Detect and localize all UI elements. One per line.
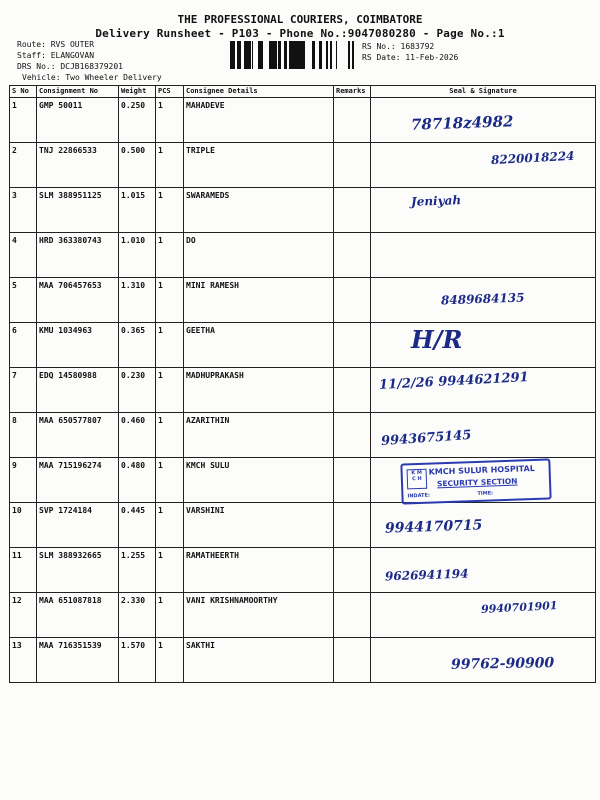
cell-remarks — [334, 143, 371, 188]
col-consignee: Consignee Details — [184, 86, 334, 98]
cell-consignee: VARSHINI — [184, 503, 334, 548]
barcode-bar — [303, 41, 305, 69]
barcode-bar — [331, 41, 332, 69]
cell-sno: 12 — [10, 593, 37, 638]
cell-consignee: GEETHA — [184, 323, 334, 368]
barcode-bar — [353, 41, 354, 69]
cell-weight: 1.015 — [119, 188, 156, 233]
cell-consignment: MAA 650577807 — [37, 413, 119, 458]
cell-consignment: GMP 50011 — [37, 98, 119, 143]
cell-sno: 9 — [10, 458, 37, 503]
cell-sno: 1 — [10, 98, 37, 143]
cell-pcs: 1 — [156, 593, 184, 638]
barcode-bar — [244, 41, 246, 69]
cell-consignment: SVP 1724184 — [37, 503, 119, 548]
table-row — [10, 323, 596, 368]
cell-weight: 1.570 — [119, 638, 156, 683]
cell-consignment: HRD 363380743 — [37, 233, 119, 278]
barcode-bar — [237, 41, 240, 69]
stamp-section: SECURITY SECTION — [436, 476, 518, 489]
cell-signature — [371, 638, 596, 683]
cell-pcs: 1 — [156, 503, 184, 548]
rs-number: RS No.: 1683792 — [362, 42, 435, 51]
cell-remarks — [334, 503, 371, 548]
cell-sno: 6 — [10, 323, 37, 368]
stamp-time: TIME: — [477, 490, 494, 497]
table-row — [10, 458, 596, 503]
barcode-bar — [232, 41, 234, 69]
cell-weight: 1.010 — [119, 233, 156, 278]
cell-remarks — [334, 323, 371, 368]
barcode-bar — [246, 41, 249, 69]
cell-consignment: MAA 706457653 — [37, 278, 119, 323]
handwritten-note: 99762-90900 — [450, 655, 555, 673]
cell-signature — [371, 503, 596, 548]
barcode-bar — [278, 41, 281, 69]
cell-pcs: 1 — [156, 323, 184, 368]
barcode-bar — [249, 41, 251, 69]
cell-consignee: DO — [184, 233, 334, 278]
barcode-bar — [319, 41, 322, 69]
cell-pcs: 1 — [156, 143, 184, 188]
cell-consignee: VANI KRISHNAMOORTHY — [184, 593, 334, 638]
company-title: THE PROFESSIONAL COURIERS, COIMBATORE — [177, 13, 423, 26]
table-row — [10, 233, 596, 278]
handwritten-note: 8220018224 — [490, 148, 575, 168]
cell-consignment: MAA 651087818 — [37, 593, 119, 638]
handwritten-note: 9940701901 — [480, 599, 558, 616]
barcode-bar — [348, 41, 350, 69]
cell-signature — [371, 188, 596, 233]
table-row — [10, 413, 596, 458]
cell-weight: 0.230 — [119, 368, 156, 413]
barcode-bar — [336, 41, 337, 69]
cell-consignee: MADHUPRAKASH — [184, 368, 334, 413]
cell-remarks — [334, 638, 371, 683]
cell-remarks — [334, 458, 371, 503]
table-row — [10, 98, 596, 143]
delivery-table — [9, 85, 596, 683]
cell-consignment: MAA 715196274 — [37, 458, 119, 503]
table-header-row — [10, 86, 596, 98]
handwritten-note: 78718z4982 — [410, 112, 514, 134]
cell-pcs: 1 — [156, 413, 184, 458]
cell-pcs: 1 — [156, 548, 184, 593]
col-remarks: Remarks — [334, 86, 371, 98]
cell-sno: 2 — [10, 143, 37, 188]
cell-signature — [371, 98, 596, 143]
cell-weight: 0.250 — [119, 98, 156, 143]
cell-remarks — [334, 413, 371, 458]
cell-consignment: KMU 1034963 — [37, 323, 119, 368]
cell-pcs: 1 — [156, 638, 184, 683]
handwritten-note: Jeniyah — [410, 193, 462, 209]
cell-signature — [371, 548, 596, 593]
table-row — [10, 548, 596, 593]
cell-sno: 8 — [10, 413, 37, 458]
cell-remarks — [334, 98, 371, 143]
barcode-image — [230, 41, 354, 69]
cell-weight: 1.310 — [119, 278, 156, 323]
cell-consignment: MAA 716351539 — [37, 638, 119, 683]
barcode-bar — [271, 41, 274, 69]
runsheet-subtitle: Delivery Runsheet - P103 - Phone No.:9047080280 - Page No.:1 — [95, 27, 505, 40]
handwritten-note: 9943675145 — [380, 427, 472, 450]
drs-label: DRS No.: DCJB168379201 — [17, 62, 123, 71]
cell-weight: 0.445 — [119, 503, 156, 548]
barcode-bar — [274, 41, 277, 69]
barcode-bar — [326, 41, 328, 69]
col-signature: Seal & Signature — [371, 86, 596, 98]
barcode-bar — [297, 41, 298, 69]
stamp-title: KMCH SULUR HOSPITAL — [428, 463, 535, 477]
cell-consignee: KMCH SULU — [184, 458, 334, 503]
cell-remarks — [334, 368, 371, 413]
cell-sno: 4 — [10, 233, 37, 278]
stamp-logo-icon: K M C H — [407, 469, 428, 490]
cell-weight: 1.255 — [119, 548, 156, 593]
handwritten-note: 11/2/26 9944621291 — [378, 370, 529, 393]
handwritten-note: 8489684135 — [440, 290, 525, 308]
cell-pcs: 1 — [156, 368, 184, 413]
barcode-bar — [291, 41, 294, 69]
cell-signature — [371, 368, 596, 413]
cell-sno: 5 — [10, 278, 37, 323]
handwritten-note: 9626941194 — [384, 566, 469, 584]
cell-pcs: 1 — [156, 188, 184, 233]
cell-remarks — [334, 548, 371, 593]
cell-remarks — [334, 188, 371, 233]
cell-sno: 11 — [10, 548, 37, 593]
cell-signature — [371, 143, 596, 188]
cell-consignment: SLM 388932665 — [37, 548, 119, 593]
cell-pcs: 1 — [156, 278, 184, 323]
barcode-bar — [240, 41, 241, 69]
cell-signature — [371, 458, 596, 503]
vehicle-label: Vehicle: Two Wheeler Delivery — [22, 73, 162, 82]
cell-remarks — [334, 593, 371, 638]
cell-signature — [371, 593, 596, 638]
col-sno: S No — [10, 86, 37, 98]
barcode-bar — [284, 41, 287, 69]
barcode-bar — [230, 41, 232, 69]
barcode-bar — [330, 41, 331, 69]
cell-weight: 0.460 — [119, 413, 156, 458]
barcode-bar — [352, 41, 353, 69]
col-pcs: PCS — [156, 86, 184, 98]
col-weight: Weight — [119, 86, 156, 98]
cell-sno: 13 — [10, 638, 37, 683]
cell-consignee: SAKTHI — [184, 638, 334, 683]
cell-weight: 0.500 — [119, 143, 156, 188]
cell-weight: 2.330 — [119, 593, 156, 638]
table-row — [10, 503, 596, 548]
barcode-bar — [260, 41, 261, 69]
cell-pcs: 1 — [156, 98, 184, 143]
cell-signature — [371, 323, 596, 368]
barcode-bar — [289, 41, 291, 69]
rs-date: RS Date: 11-Feb-2026 — [362, 53, 459, 62]
barcode-bar — [261, 41, 263, 69]
cell-consignment: TNJ 22866533 — [37, 143, 119, 188]
cell-consignment: SLM 388951125 — [37, 188, 119, 233]
cell-consignee: SWARAMEDS — [184, 188, 334, 233]
table-row — [10, 638, 596, 683]
table-row — [10, 143, 596, 188]
handwritten-note: 9944170715 — [384, 517, 483, 537]
handwritten-note: H/R — [411, 325, 463, 354]
cell-weight: 0.480 — [119, 458, 156, 503]
cell-consignee: MINI RAMESH — [184, 278, 334, 323]
barcode-bar — [298, 41, 301, 69]
stamp-indate: INDATE: — [407, 492, 431, 500]
barcode-bar — [301, 41, 303, 69]
cell-consignment: EDQ 14580988 — [37, 368, 119, 413]
cell-pcs: 1 — [156, 233, 184, 278]
cell-signature — [371, 278, 596, 323]
route-label: Route: RVS OUTER — [17, 40, 95, 49]
col-consignment: Consignment No — [37, 86, 119, 98]
staff-label: Staff: ELANGOVAN — [17, 51, 95, 60]
table-row — [10, 593, 596, 638]
cell-sno: 3 — [10, 188, 37, 233]
cell-sno: 10 — [10, 503, 37, 548]
table-row — [10, 368, 596, 413]
cell-pcs: 1 — [156, 458, 184, 503]
cell-consignee: RAMATHEERTH — [184, 548, 334, 593]
barcode-bar — [312, 41, 315, 69]
hospital-stamp — [400, 458, 551, 504]
table-row — [10, 188, 596, 233]
barcode-bar — [258, 41, 260, 69]
cell-remarks — [334, 233, 371, 278]
cell-signature — [371, 233, 596, 278]
cell-sno: 7 — [10, 368, 37, 413]
cell-consignee: TRIPLE — [184, 143, 334, 188]
cell-weight: 0.365 — [119, 323, 156, 368]
barcode-bar — [252, 41, 253, 69]
table-row — [10, 278, 596, 323]
cell-consignee: AZARITHIN — [184, 413, 334, 458]
barcode-bar — [294, 41, 297, 69]
barcode-bar — [234, 41, 235, 69]
barcode-bar — [269, 41, 271, 69]
cell-remarks — [334, 278, 371, 323]
cell-consignee: MAHADEVE — [184, 98, 334, 143]
cell-signature — [371, 413, 596, 458]
